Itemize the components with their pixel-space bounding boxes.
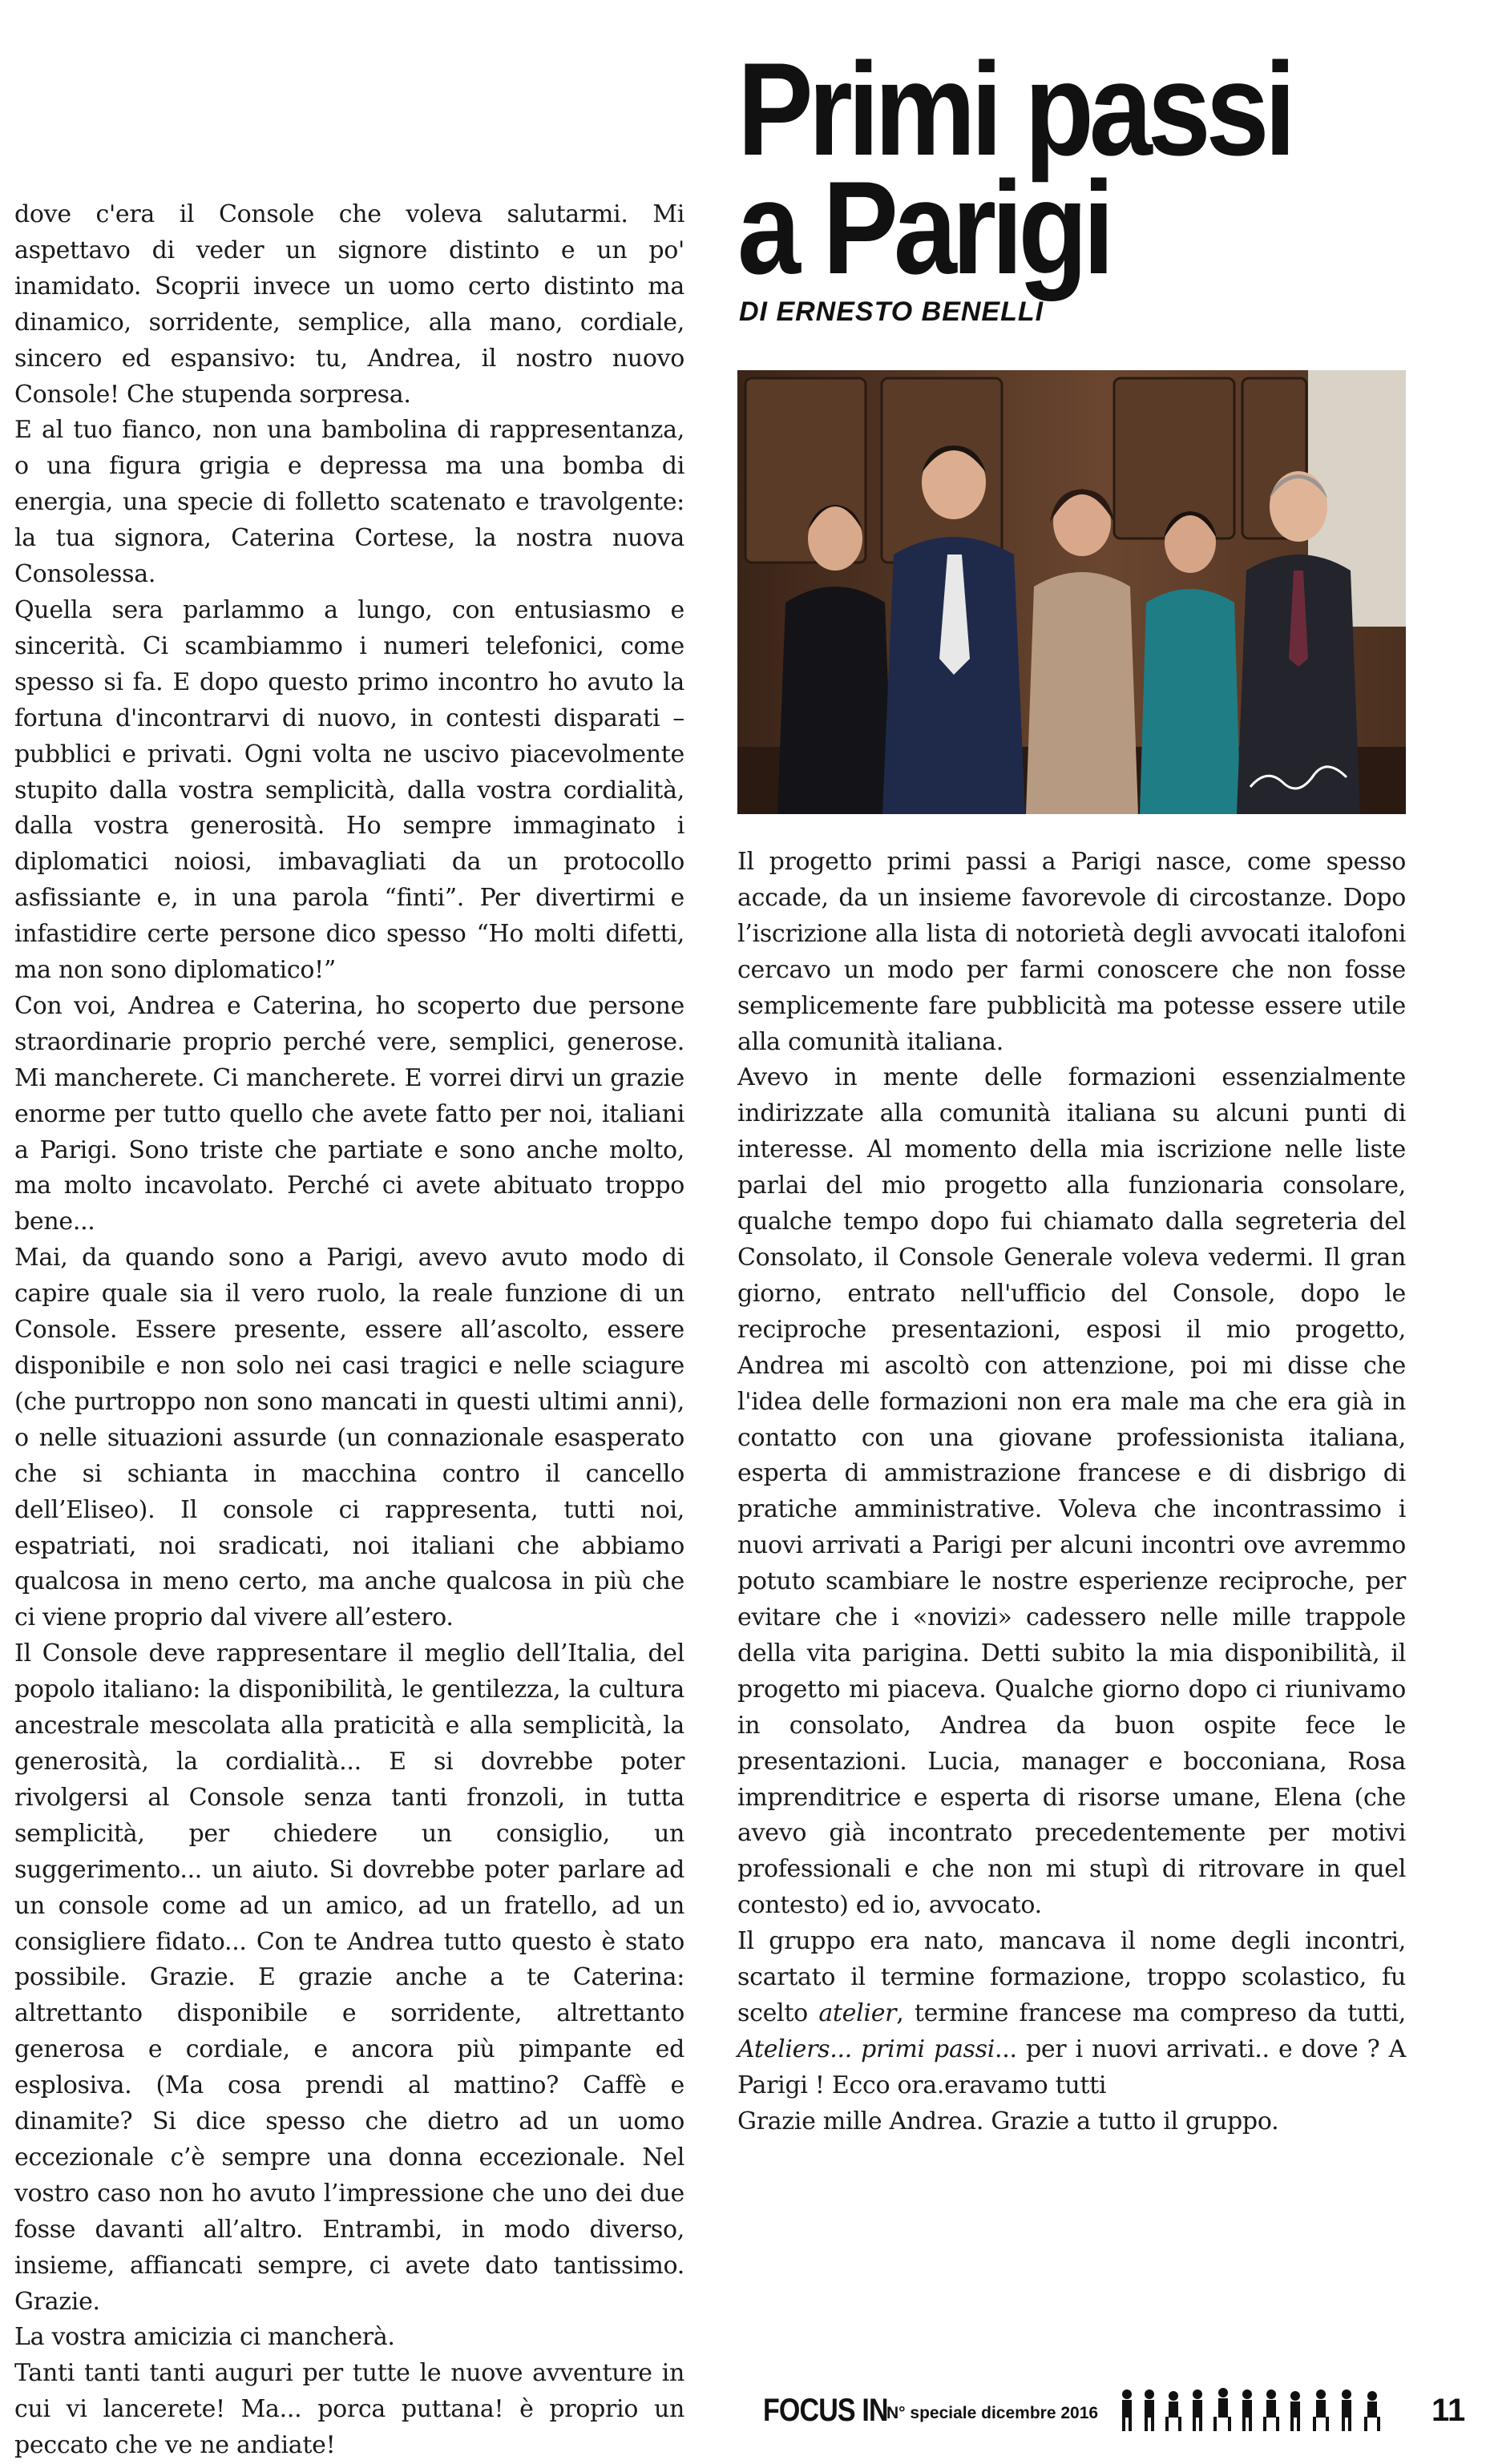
left-paragraph-2: E al tuo fianco, non una bambolina di rappresentanza, o una figura grigia e depressa ma una bomba di energia, una specie di folletto scatenato e travolgente: la tua signora, Caterina Cortese, la nostra nuova Consolessa. bbox=[14, 416, 684, 589]
left-paragraph-5: Mai, da quando sono a Parigi, avevo avuto modo di capire quale sia il vero ruolo, la reale funzione di un Console. Essere presente, essere all’ascolto, essere disponibile e non solo nei casi tragici e nelle sciagure (che purtroppo non sono mancati in questi ultimi anni), o nelle situazioni assurde (un connazionale esasperato che si schianta in macchina contro il cancello dell’Eliseo). Il console ci rappresenta, tutti noi, espatriati, noi sradicati, noi italiani che abbiamo qualcosa in meno certo, ma anche qualcosa in più che ci viene proprio dal vivere all’estero. bbox=[14, 1244, 684, 1632]
right-paragraph-3-a: Il gruppo era nato, mancava il nome degli incontri, scartato il termine formazione, troppo scolastico, fu scelto bbox=[737, 1927, 1406, 2027]
left-paragraph-7: La vostra amicizia ci mancherà. bbox=[14, 2323, 395, 2352]
italic-ateliers-primi-passi: Ateliers... primi passi bbox=[737, 2035, 995, 2063]
right-paragraph-3-c: ... per i nuovi arrivati.. e dove ? A Parigi ! Ecco ora.eravamo tutti bbox=[737, 2035, 1406, 2099]
page-number: 11 bbox=[1431, 2393, 1466, 2428]
issue-label: N° speciale dicembre 2016 bbox=[886, 2404, 1099, 2422]
left-paragraph-6: Il Console deve rappresentare il meglio dell’Italia, del popolo italiano: la disponibilità, le gentilezza, la cultura ancestrale mescolata alla praticità e alla semplicità, la generosità, la cordialità... E si dovrebbe poter rivolgersi al Console senza tanti fronzoli, in tutta semplicità, per chiedere un consiglio, un suggerimento... un aiuto. Si dovrebbe poter parlare ad un console come ad un amico, ad un fratello, ad un consigliere fidato... Con te Andrea tutto questo è stato possibile. Grazie. E grazie anche a te Caterina: altrettanto disponibile e sorridente, altrettanto generosa e cordiale, e ancora più pimpante ed esplosiva. (Ma cosa prendi al mattino? Caffè e dinamite? Si dice spesso che dietro ad un uomo eccezionale c’è sempre una donna eccezionale. Nel vostro caso non ho avuto l’impressione che uno dei due fosse davanti all’altro. Entrambi, in modo diverso, insieme, affiancati sempre, ci avete dato tantissimo. Grazie. bbox=[14, 1639, 684, 2316]
right-paragraph-1: Il progetto primi passi a Parigi nasce, come spesso accade, da un insieme favorevole di circostanze. Dopo l’iscrizione alla lista di notorietà degli avvocati italofoni cercavo un modo per farmi conoscere che non fosse semplicemente fare pubblicità ma potesse essere utile alla comunità italiana. bbox=[737, 848, 1406, 1056]
left-column bbox=[14, 197, 684, 2464]
page-footer bbox=[0, 2386, 1486, 2434]
italic-atelier: atelier bbox=[818, 1999, 897, 2027]
group-photo bbox=[737, 370, 1406, 814]
left-paragraph-3: Quella sera parlammo a lungo, con entusiasmo e sincerità. Ci scambiammo i numeri telefonici, come spesso si fa. E dopo questo primo incontro ho avuto la fortuna d'incontrarvi di nuovo, in contesti disparati – pubblici e privati. Ogni volta ne uscivo piacevolmente stupito dalla vostra semplicità, dalla vostra cordialità, dalla vostra generosità. Ho sempre immaginato i diplomatici noiosi, imbavagliati da un protocollo asfissiante e, in una parola “finti”. Per divertirmi e infastidire certe persone dico spesso “Ho molti difetti, ma non sono diplomatico!” bbox=[14, 595, 684, 985]
left-paragraph-4: Con voi, Andrea e Caterina, ho scoperto due persone straordinarie proprio perché vere, semplici, generose. Mi mancherete. Ci mancherete. E vorrei dirvi un grazie enorme per tutto quello che avete fatto per noi, italiani a Parigi. Sono triste che partiate e sono anche molto, ma molto incavolato. Perché ci avete abituato troppo bene... bbox=[14, 991, 684, 1236]
right-paragraph-3-b: , termine francese ma compreso da tutti, bbox=[896, 1999, 1406, 2027]
right-paragraph-4: Grazie mille Andrea. Grazie a tutto il gruppo. bbox=[737, 2107, 1279, 2135]
left-paragraph-1: dove c'era il Console che voleva salutarmi. Mi aspettavo di veder un signore distinto e un po' inamidato. Scoprii invece un uomo certo distinto ma dinamico, sorridente, semplice, alla mano, cordiale, sincero ed espansivo: tu, Andrea, il nostro nuovo Console! Che stupenda sorpresa. bbox=[14, 200, 684, 409]
right-column bbox=[737, 845, 1406, 2140]
title-line-1: Primi passi bbox=[737, 35, 1291, 183]
title-line-2: a Parigi bbox=[737, 154, 1110, 301]
left-paragraph-8: Tanti tanti tanti auguri per tutte le nuove avventure in cui vi lancerete! Ma... porca puttana! è proprio un peccato che ve ne andiate! bbox=[14, 2359, 684, 2460]
magazine-name: FOCUS IN bbox=[763, 2393, 888, 2428]
article-title bbox=[737, 35, 1427, 301]
right-paragraph-3 bbox=[737, 1924, 1406, 2104]
people-silhouettes-icon bbox=[1117, 2388, 1390, 2433]
group-photo-illustration bbox=[737, 370, 1406, 814]
byline: DI ERNESTO BENELLI bbox=[739, 296, 1044, 327]
right-paragraph-2: Avevo in mente delle formazioni essenzialmente indirizzate alla comunità italiana su alcuni punti di interesse. Al momento della mia iscrizione nelle liste parlai del mio progetto alla funzionaria consolare, qualche tempo dopo fui chiamato dalla segreteria del Consolato, il Console Generale voleva vedermi. Il gran giorno, entrato nell'ufficio del Console, dopo le reciproche presentazioni, esposi il mio progetto, Andrea mi ascoltò con attenzione, poi mi disse che l'idea delle formazioni non era male ma che era già in contatto con una giovane professionista italiana, esperta di ammistrazione francese e di disbrigo di pratiche amministrative. Voleva che incontrassimo i nuovi arrivati a Parigi per alcuni incontri ove avremmo potuto scambiare le nostre esperienze reciproche, per evitare che i «novizi» cadessero nelle mille trappole della vita parigina. Detti subito la mia disponibilità, il progetto mi piaceva. Qualche giorno dopo ci riunivamo in consolato, Andrea da buon ospite fece le presentazioni. Lucia, manager e bocconiana, Rosa imprenditrice e esperta di risorse umane, Elena (che avevo già incontrato precedentemente per motivi professionali e che non mi stupì di ritrovare in quel contesto) ed io, avvocato. bbox=[737, 1063, 1406, 1920]
